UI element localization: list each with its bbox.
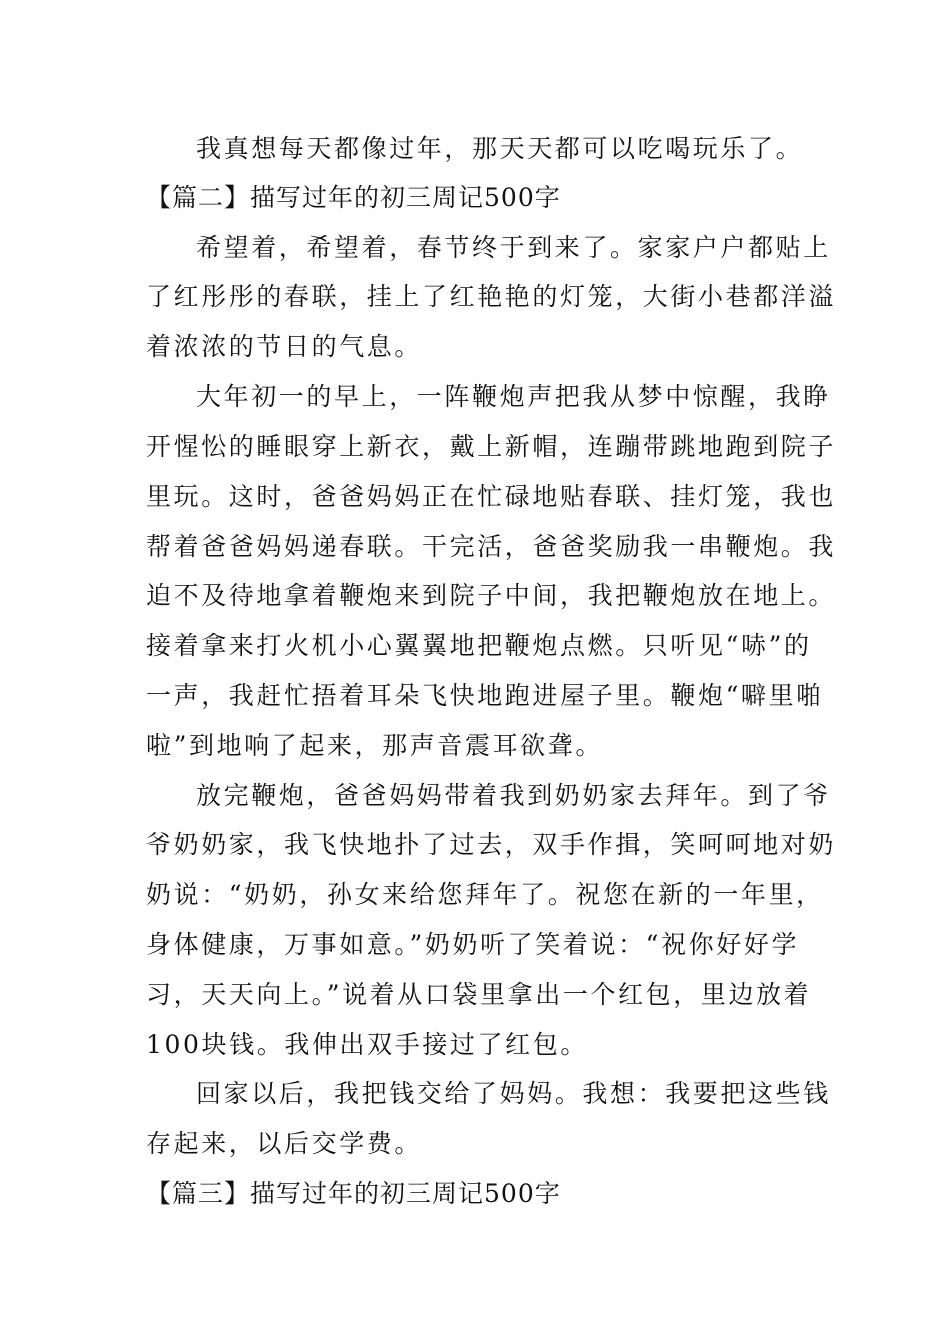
paragraph-line: 爷奶奶家，我飞快地扑了过去，双手作揖，笑呵呵地对奶 (146, 830, 837, 859)
paragraph-line: 一声，我赶忙捂着耳朵飞快地跑进屋子里。鞭炮“噼里啪 (146, 681, 824, 710)
paragraph-line: 我真想每天都像过年，那天天都可以吃喝玩乐了。 (196, 134, 804, 163)
paragraph-line: 了红彤彤的春联，挂上了红艳艳的灯笼，大街小巷都洋溢 (146, 282, 837, 311)
paragraph-line: 接着拿来打火机小心翼翼地把鞭炮点燃。只听见“哧”的 (146, 631, 812, 660)
paragraph-line: 啦”到地响了起来，那声音震耳欲聋。 (146, 731, 603, 760)
paragraph-line: 习，天天向上。”说着从口袋里拿出一个红包，里边放着 (146, 980, 812, 1009)
paragraph-line: 大年初一的早上，一阵鞭炮声把我从梦中惊醒，我睁 (196, 382, 831, 411)
paragraph-line: 身体健康，万事如意。”奶奶听了笑着说：“祝你好好学 (146, 930, 800, 959)
paragraph-line: 帮着爸爸妈妈递春联。干完活，爸爸奖励我一串鞭炮。我 (146, 532, 837, 561)
paragraph-line: 希望着，希望着，春节终于到来了。家家户户都贴上 (196, 233, 831, 262)
paragraph-line: 里玩。这时，爸爸妈妈正在忙碌地贴春联、挂灯笼，我也 (146, 482, 837, 511)
paragraph-line: 100块钱。我伸出双手接过了红包。 (146, 1030, 588, 1059)
paragraph-line: 迫不及待地拿着鞭炮来到院子中间，我把鞭炮放在地上。 (146, 581, 837, 610)
paragraph-line: 放完鞭炮，爸爸妈妈带着我到奶奶家去拜年。到了爷 (196, 781, 831, 810)
paragraph-line: 奶说：“奶奶，孙女来给您拜年了。祝您在新的一年里， (146, 880, 824, 909)
section-heading-2: 【篇二】描写过年的初三周记500字 (146, 183, 561, 212)
paragraph-line: 回家以后，我把钱交给了妈妈。我想：我要把这些钱 (196, 1079, 831, 1108)
section-heading-3: 【篇三】描写过年的初三周记500字 (146, 1179, 561, 1208)
paragraph-line: 着浓浓的节日的气息。 (146, 332, 423, 361)
paragraph-line: 开惺忪的睡眼穿上新衣，戴上新帽，连蹦带跳地跑到院子 (146, 432, 837, 461)
paragraph-line: 存起来，以后交学费。 (146, 1129, 423, 1158)
